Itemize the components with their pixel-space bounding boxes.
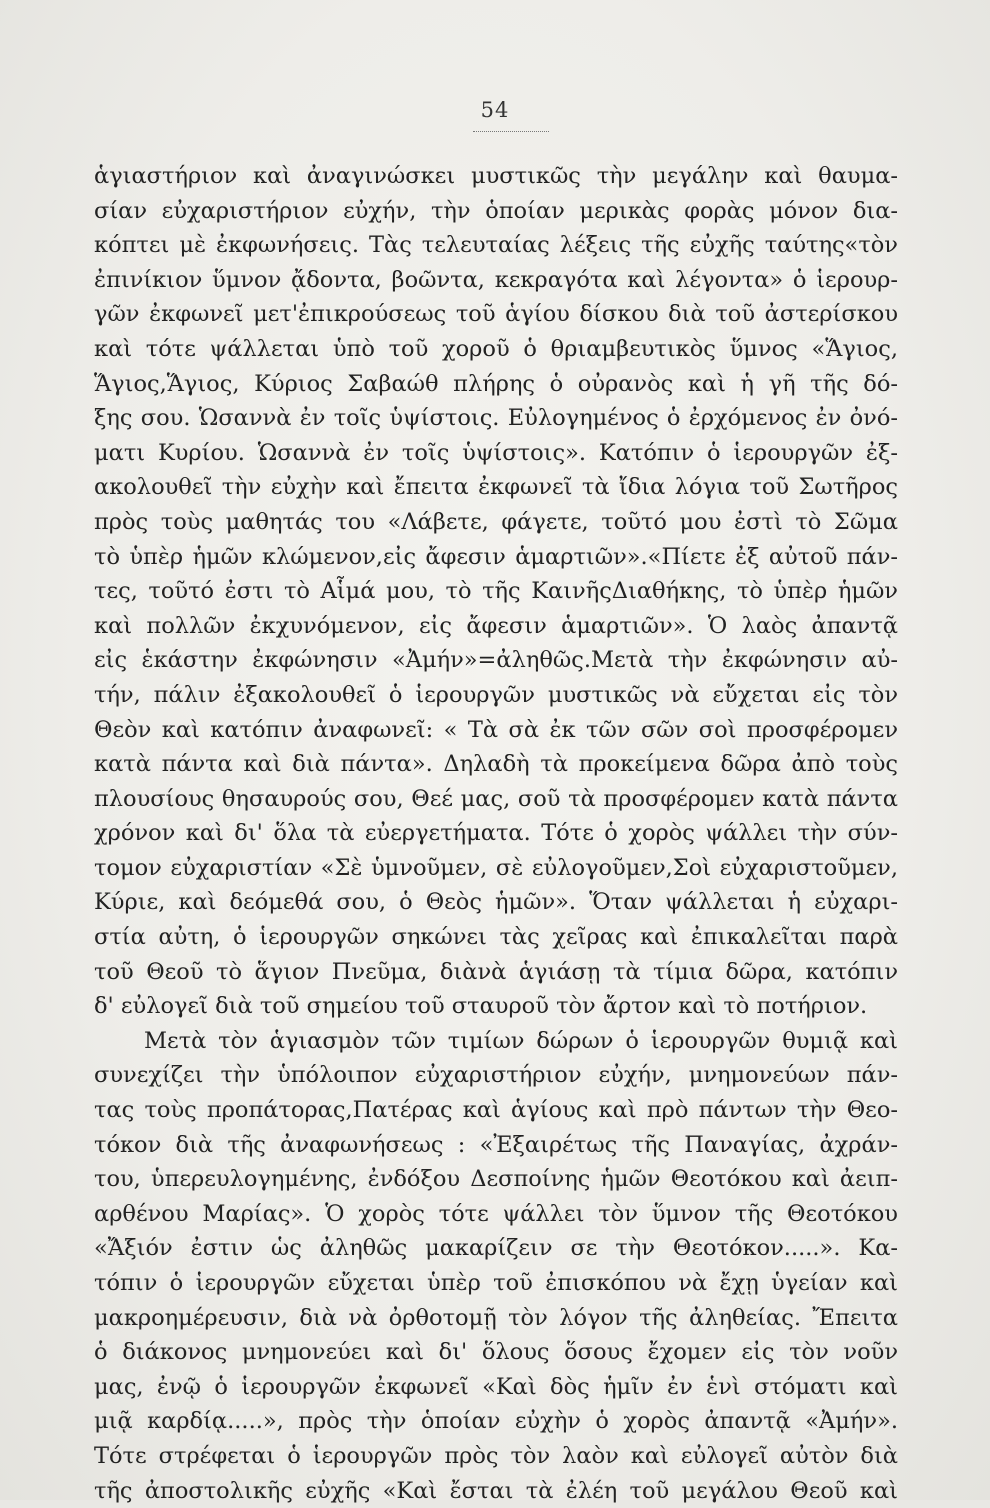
paragraph-end-line: δ' εὐλογεῖ διὰ τοῦ σημείου τοῦ σταυροῦ τὸν ἄρτον καὶ τὸ ποτήριον. [94,993,868,1020]
text-line: τῆς ἀποστολικῆς εὐχῆς «Καὶ ἔσται τὰ ἐλέη τοῦ μεγάλου Θεοῦ καὶ [94,1477,898,1504]
text-line: τοῦ Θεοῦ τὸ ἅγιον Πνεῦμα, διὰνὰ ἁγιάσῃ τὰ τίμια δῶρα, κατόπιν [94,958,898,985]
text-line: μακροημέρευσιν, διὰ νὰ ὀρθοτομῇ τὸν λόγον τῆς ἀληθείας. Ἔπειτα [94,1304,898,1331]
text-line: του, ὑπερευλογημένης, ἐνδόξου Δεσποίνης ἡμῶν Θεοτόκου καὶ ἀειπ- [94,1166,898,1193]
text-line: Τότε στρέφεται ὁ ἱερουργῶν πρὸς τὸν λαὸν καὶ εὐλογεῖ αὐτὸν διὰ [94,1442,898,1469]
text-line: χρόνον καὶ δι' ὅλα τὰ εὐεργετήματα. Τότε ὁ χορὸς ψάλλει τὴν σύν- [94,820,898,847]
text-line: ξης σου. Ὡσαννὰ ἐν τοῖς ὑψίστοις. Εὐλογημένος ὁ ἐρχόμενος ἐν ὀνό- [94,405,898,432]
page-number-rule [473,131,549,132]
text-line: κόπτει μὲ ἐκφωνήσεις. Τὰς τελευταίας λέξεις τῆς εὐχῆς ταύτης«τὸν [94,232,898,259]
text-line: τες, τοῦτό ἐστι τὸ Αἷμά μου, τὸ τῆς ΚαινῆςΔιαθήκης, τὸ ὑπὲρ ἡμῶν [94,578,898,605]
text-line: ἐπινίκιον ὕμνον ᾄδοντα, βοῶντα, κεκραγότα καὶ λέγοντα» ὁ ἱερουρ- [94,266,898,293]
text-line: Ἅγιος,Ἅγιος, Κύριος Σαβαώθ πλήρης ὁ οὐρανὸς καὶ ἡ γῆ τῆς δό- [94,370,898,397]
text-line: ὁ διάκονος μνημονεύει καὶ δι' ὅλους ὅσους ἔχομεν εἰς τὸν νοῦν [94,1339,898,1366]
page-number: 54 [480,98,510,122]
body-text [94,159,898,1508]
text-line: τας τοὺς προπάτορας,Πατέρας καὶ ἁγίους καὶ πρὸ πάντων τὴν Θεο- [94,1097,898,1124]
text-line: «Ἄξιόν ἐστιν ὡς ἀληθῶς μακαρίζειν σε τὴν Θεοτόκον.....». Κα- [94,1235,898,1262]
text-line: τόπιν ὁ ἱερουργῶν εὔχεται ὑπὲρ τοῦ ἐπισκόπου νὰ ἔχῃ ὑγείαν καὶ [94,1270,898,1296]
text-line: ματι Κυρίου. Ὡσαννὰ ἐν τοῖς ὑψίστοις». Κατόπιν ὁ ἱερουργῶν ἐξ- [94,439,898,466]
text-line: τήν, πάλιν ἐξακολουθεῖ ὁ ἱερουργῶν μυστικῶς νὰ εὔχεται εἰς τὸν [94,681,898,708]
text-line: συνεχίζει τὴν ὑπόλοιπον εὐχαριστήριον εὐχήν, μνημονεύων πάν- [94,1062,898,1089]
text-line: τόκον διὰ τῆς ἀναφωνήσεως : «Ἐξαιρέτως τῆς Παναγίας, ἀχράν- [94,1131,898,1158]
text-line: γῶν ἐκφωνεῖ μετ'ἐπικρούσεως τοῦ ἁγίου δίσκου διὰ τοῦ ἀστερίσκου [94,301,898,328]
text-line: πρὸς τοὺς μαθητάς του «Λάβετε, φάγετε, τοῦτό μου ἐστὶ τὸ Σῶμα [94,508,898,535]
text-line: σίαν εὐχαριστήριον εὐχήν, τὴν ὁποίαν μερικὰς φορὰς μόνον δια- [94,197,898,224]
text-line: ἁγιαστήριον καὶ ἀναγινώσκει μυστικῶς τὴν μεγάλην καὶ θαυμα- [94,163,898,189]
text-line: Κύριε, καὶ δεόμεθά σου, ὁ Θεὸς ἡμῶν». Ὅταν ψάλλεται ἡ εὐχαρι- [94,889,898,916]
text-line: ακολουθεῖ τὴν εὐχὴν καὶ ἔπειτα ἐκφωνεῖ τὰ ἴδια λόγια τοῦ Σωτῆρος [94,474,898,501]
text-line: καὶ πολλῶν ἐκχυνόμενον, εἰς ἄφεσιν ἁμαρτιῶν». Ὁ λαὸς ἀπαντᾷ [94,612,898,639]
text-line: στία αὐτη, ὁ ἱερουργῶν σηκώνει τὰς χεῖρας καὶ ἐπικαλεῖται παρὰ [94,924,898,951]
text-line: τομον εὐχαριστίαν «Σὲ ὑμνοῦμεν, σὲ εὐλογοῦμεν,Σοὶ εὐχαριστοῦμεν, [94,854,898,881]
text-line: κατὰ πάντα καὶ διὰ πάντα». Δηλαδὴ τὰ προκείμενα δῶρα ἀπὸ τοὺς [94,751,898,778]
text-line: μας, ἐνῷ ὁ ἱερουργῶν ἐκφωνεῖ «Καὶ δὸς ἡμῖν ἐν ἑνὶ στόματι καὶ [94,1373,898,1400]
paragraph-start-line: Μετὰ τὸν ἁγιασμὸν τῶν τιμίων δώρων ὁ ἱερουργῶν θυμιᾷ καὶ [144,1027,898,1054]
text-line: καὶ τότε ψάλλεται ὑπὸ τοῦ χοροῦ ὁ θριαμβευτικὸς ὕμνος «Ἅγιος, [94,335,898,362]
text-line: Θεὸν καὶ κατόπιν ἀναφωνεῖ: « Τὰ σὰ ἐκ τῶν σῶν σοὶ προσφέρομεν [94,716,898,743]
text-line: τὸ ὑπὲρ ἡμῶν κλώμενον,εἰς ἄφεσιν ἁμαρτιῶν».«Πίετε ἐξ αὐτοῦ πάν- [94,543,898,570]
text-line: μιᾷ καρδίᾳ.....», πρὸς τὴν ὁποίαν εὐχὴν ὁ χορὸς ἀπαντᾷ «Ἀμήν». [94,1408,898,1435]
text-line: αρθένου Μαρίας». Ὁ χορὸς τότε ψάλλει τὸν ὕμνον τῆς Θεοτόκου [94,1200,898,1227]
text-line: εἰς ἑκάστην ἐκφώνησιν «Ἀμήν»=ἀληθῶς.Μετὰ τὴν ἐκφώνησιν αὐ- [94,647,898,674]
text-line: πλουσίους θησαυρούς σου, Θεέ μας, σοῦ τὰ προσφέρομεν κατὰ πάντα [94,785,898,812]
